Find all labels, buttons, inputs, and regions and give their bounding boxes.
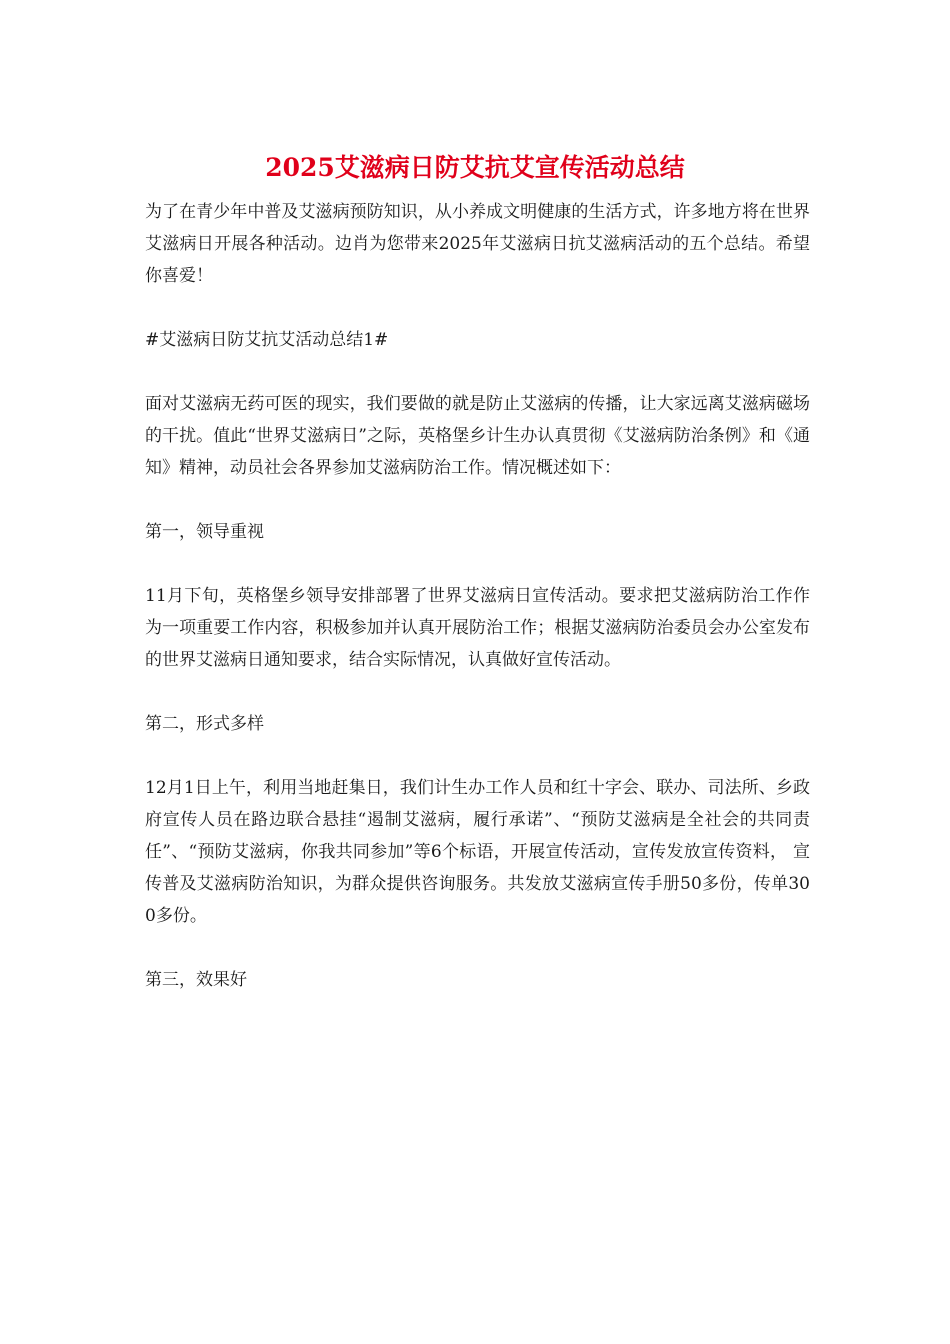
point-heading-2: 第二，形式多样 [145,714,264,734]
body-paragraph: 12月1日上午，利用当地赶集日，我们计生办工作人员和红十字会、联办、司法所、乡政府宣传人员在路边联合悬挂“遏制艾滋病，履行承诺”、“预防艾滋病是全社会的共同责任”、“预防艾滋病，你我共同参加”等6个标语，开展宣传活动，宣传发放宣传资料， 宣传普及艾滋病防治知识，为群众提供咨询服务。共发放艾滋病宣传手册50多份，传单300多份。 [145,778,810,926]
body-paragraph: 面对艾滋病无药可医的现实，我们要做的就是防止艾滋病的传播，让大家远离艾滋病磁场的干扰。值此“世界艾滋病日”之际，英格堡乡计生办认真贯彻《艾滋病防治条例》和《通知》精神，动员社会各界参加艾滋病防治工作。情况概述如下： [145,394,810,478]
section-heading-summary-1: #艾滋病日防艾抗艾活动总结1# [145,330,389,350]
document-body [145,196,810,1028]
intro-paragraph: 为了在青少年中普及艾滋病预防知识，从小养成文明健康的生活方式，许多地方将在世界艾滋病日开展各种活动。边肖为您带来2025年艾滋病日抗艾滋病活动的五个总结。希望你喜爱！ [145,202,810,286]
point-heading-1: 第一，领导重视 [145,522,264,542]
point-heading-3: 第三，效果好 [145,970,247,990]
document-title: 2025艾滋病日防艾抗艾宣传活动总结 [265,153,685,182]
body-paragraph: 11月下旬，英格堡乡领导安排部署了世界艾滋病日宣传活动。要求把艾滋病防治工作作为一项重要工作内容，积极参加并认真开展防治工作；根据艾滋病防治委员会办公室发布的世界艾滋病日通知要求，结合实际情况，认真做好宣传活动。 [145,586,810,670]
